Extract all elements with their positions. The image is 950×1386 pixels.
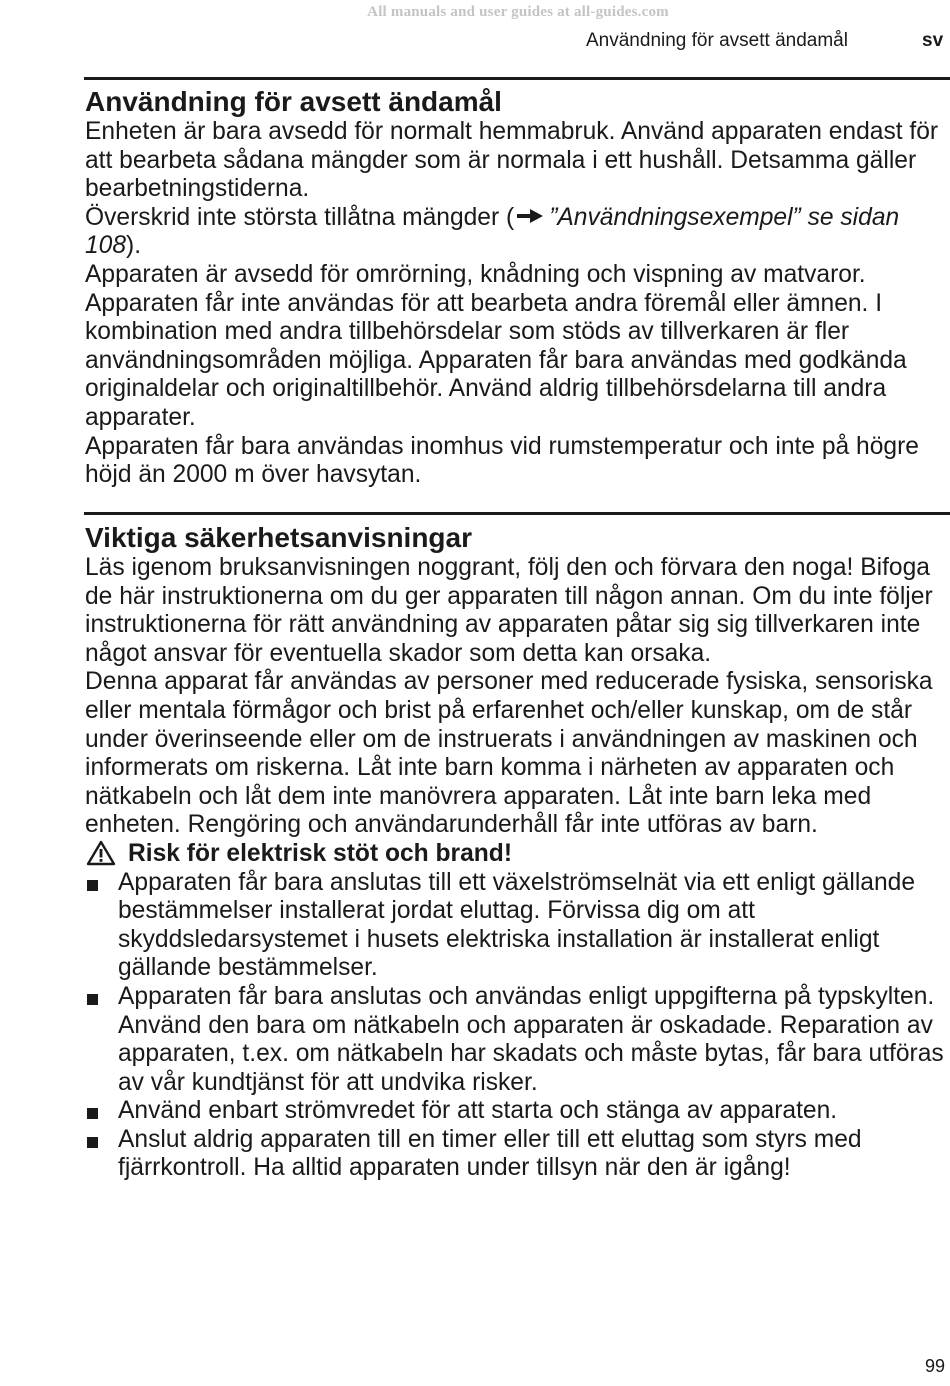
section-intended-use — [85, 86, 950, 490]
list-item-text: Apparaten får bara anslutas till ett växelströmselnät via ett enligt gällande bestämmelser installerat jordat eluttag. Förvissa dig om att skyddsledarsystemet i husets elektriska installation är installerat enligt gällande bestämmelser. — [118, 868, 916, 982]
paragraph: Enheten är bara avsedd för normalt hemmabruk. Använd apparaten endast för att bearbeta sådana mängder som är normala i ett hushåll. Detsamma gäller bearbetningstiderna. — [85, 118, 939, 203]
page-reference-link[interactable]: ”Användningsexempel” se sidan 108 — [85, 203, 900, 260]
bullet-square-icon — [87, 994, 98, 1005]
section-divider — [84, 77, 950, 80]
warning-title: Risk för elektrisk stöt och brand! — [128, 839, 513, 867]
paragraph-text: ). — [126, 232, 142, 260]
list-item — [85, 983, 950, 1097]
page-number: 99 — [925, 1356, 946, 1376]
section-divider — [84, 512, 950, 515]
section-heading: Viktiga säkerhetsanvisningar — [85, 522, 472, 553]
section-heading: Användning för avsett ändamål — [85, 86, 502, 117]
paragraph: Denna apparat får användas av personer med reducerade fysiska, sensoriska eller mentala förmågor och brist på erfarenhet och/eller kunskap, om de står under överinseende eller om de instruerats i användningen av maskinen och informerats om riskerna. Låt inte barn komma i närheten av apparaten och nätkabeln och låt dem inte manövrera apparaten. Låt inte barn leka med enheten. Rengöring och användarunderhåll får inte utföras av barn. — [85, 668, 933, 839]
safety-list — [85, 869, 950, 1184]
paragraph-with-reference — [85, 204, 950, 261]
warning-triangle-icon — [86, 840, 116, 866]
language-code: sv — [922, 30, 944, 51]
bullet-square-icon — [87, 880, 98, 891]
list-item — [85, 869, 950, 983]
bullet-square-icon — [87, 1108, 98, 1119]
list-item — [85, 1126, 950, 1183]
paragraph-text: Överskrid inte största tillåtna mängder ( — [85, 203, 515, 231]
list-item-text: Anslut aldrig apparaten till en timer eller till ett eluttag som styrs med fjärrkontroll. Ha alltid apparaten under tillsyn när den är igång! — [118, 1125, 862, 1182]
list-item-text: Apparaten får bara anslutas och användas enligt uppgifterna på typskylten. Använd den bara om nätkabeln och apparaten är oskadade. Reparation av apparaten, t.ex. om nätkabeln har skadats och måste bytas, får bara utföras av vår kundtjänst för att undvika risker. — [118, 982, 944, 1096]
paragraph: Apparaten får bara användas inomhus vid rumstemperatur och inte på högre höjd än 2000 m över havsytan. — [85, 432, 919, 489]
paragraph: Läs igenom bruksanvisningen noggrant, följ den och förvara den noga! Bifoga de här instruktionerna om du ger apparaten till någon annan. Om du inte följer instruktionerna för rätt användning av apparaten påtar sig sig tillverkaren inte något ansvar för eventuella skador som detta kan orsaka. — [85, 554, 933, 667]
watermark: All manuals and user guides at all-guides.com — [367, 4, 669, 20]
warning-heading — [85, 840, 950, 869]
arrow-right-icon — [517, 209, 543, 223]
paragraph: Apparaten är avsedd för omrörning, knådning och vispning av matvaror. Apparaten får inte användas för att bearbeta andra föremål eller ämnen. I kombination med andra tillbehörsdelar som stöds av tillverkaren är fler användningsområden möjliga. Apparaten får bara användas med godkända originaldelar och originaltillbehör. Använd aldrig tillbehörsdelarna till andra apparater. — [85, 260, 907, 431]
list-item-text: Använd enbart strömvredet för att starta och stänga av apparaten. — [118, 1097, 838, 1125]
running-header: Användning för avsett ändamål — [586, 30, 848, 51]
bullet-square-icon — [87, 1137, 98, 1148]
list-item — [85, 1097, 950, 1126]
section-safety — [85, 522, 950, 1183]
